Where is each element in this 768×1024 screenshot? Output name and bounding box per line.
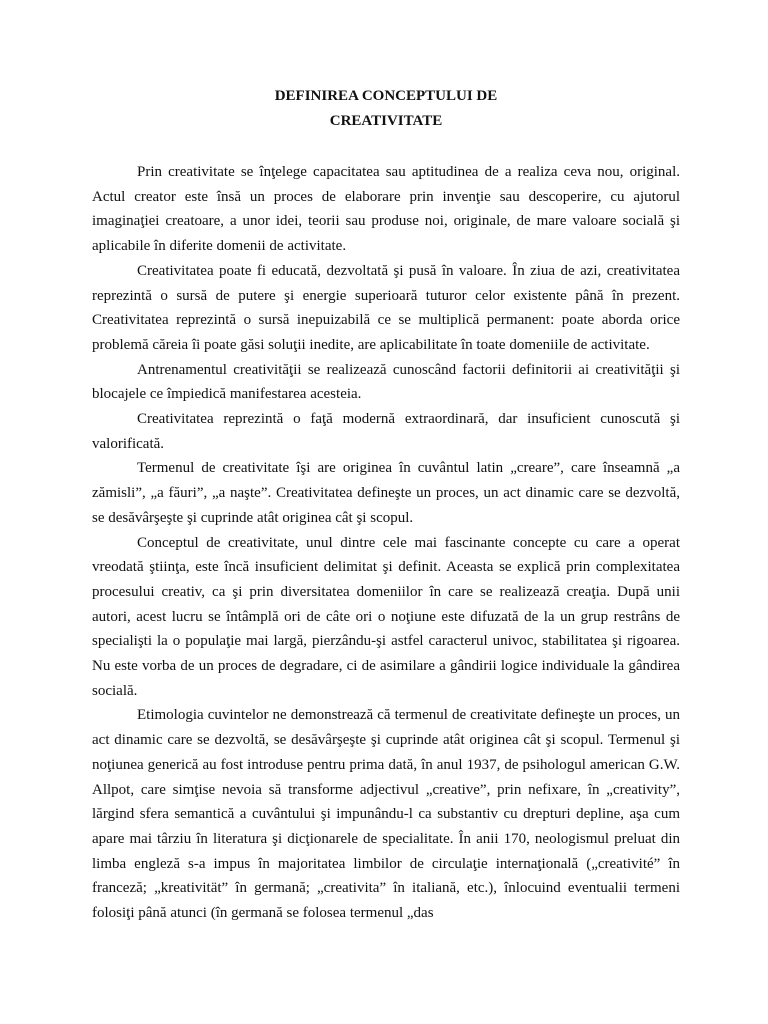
paragraph-1: Prin creativitate se înţelege capacitatea sau aptitudinea de a realiza ceva nou, original. Actul creator este însă un proces de elaborare prin invenţie sau descoperire, cu ajutorul imaginaţiei creatoare, a unor idei, teorii sau produse noi, originale, de mare valoare socială şi aplicabile în diferite domenii de activitate. bbox=[92, 164, 680, 255]
title-line-1: DEFINIREA CONCEPTULUI DE bbox=[274, 88, 498, 104]
paragraph-6: Conceptul de creativitate, unul dintre cele mai fascinante concepte cu care a operat vreodată ştiinţa, este încă insuficient delimitat şi definit. Aceasta se explică prin complexitatea procesului creativ, ca şi prin diversitatea domeniilor în care se realizează creaţia. După unii autori, acest lucru se întâmplă ori de câte ori o noţiune este difuzată de la un grup restrâns de specialişti la o populaţie mai largă, pierzându-şi astfel caracterul univoc, stabilitatea şi rigoarea. Nu este vorba de un proces de degradare, ci de asimilare a gândirii logice individuale la gândirea socială. bbox=[92, 534, 680, 699]
title-line-2: CREATIVITATE bbox=[329, 113, 443, 129]
paragraph-7: Etimologia cuvintelor ne demonstrează că termenul de creativitate defineşte un proces, un act dinamic care se dezvoltă, se desăvârşeşte şi cuprinde atât originea cât şi scopul. Termenul şi noţiunea generică au fost introduse pentru prima dată, în anul 1937, de psihologul american G.W. Allpot, care simţise nevoia să transforme adjectivul „creative”, prin nefixare, în „creativity”, lărgind sfera semantică a cuvântului şi impunându-l ca substantiv cu drepturi depline, aşa cum apare mai târziu în literatura şi dicţionarele de specialitate. În anii 170, neologismul preluat din limba engleză s-a impus în majoritatea limbilor de circulaţie internaţională („creativité” în franceză; „kreativität” în germană; „creativita” în italiană, etc.), înlocuind eventualii termeni folosiţi până atunci (în germană se folosea termenul „das bbox=[92, 707, 680, 922]
paragraph-5: Termenul de creativitate îşi are originea în cuvântul latin „creare”, care înseamnă „a zămisli”, „a făuri”, „a naşte”. Creativitatea defineşte un proces, un act dinamic care se dezvoltă, se desăvârşeşte şi cuprinde atât originea cât şi scopul. bbox=[92, 460, 680, 526]
paragraph-2: Creativitatea poate fi educată, dezvoltată şi pusă în valoare. În ziua de azi, creativitatea reprezintă o sursă de putere şi energie superioară tuturor celor existente până în prezent. Creativitatea reprezintă o sursă inepuizabilă ce se multiplică permanent: poate aborda orice problemă căreia îi poate găsi soluţii inedite, are aplicabilitate în toate domeniile de activitate. bbox=[92, 262, 680, 353]
document-title bbox=[92, 84, 680, 134]
paragraph-3: Antrenamentul creativităţii se realizează cunoscând factorii definitorii ai creativităţii şi blocajele ce împiedică manifestarea acesteia. bbox=[92, 361, 680, 403]
paragraph-4: Creativitatea reprezintă o faţă modernă extraordinară, dar insuficient cunoscută şi valorificată. bbox=[92, 411, 680, 452]
